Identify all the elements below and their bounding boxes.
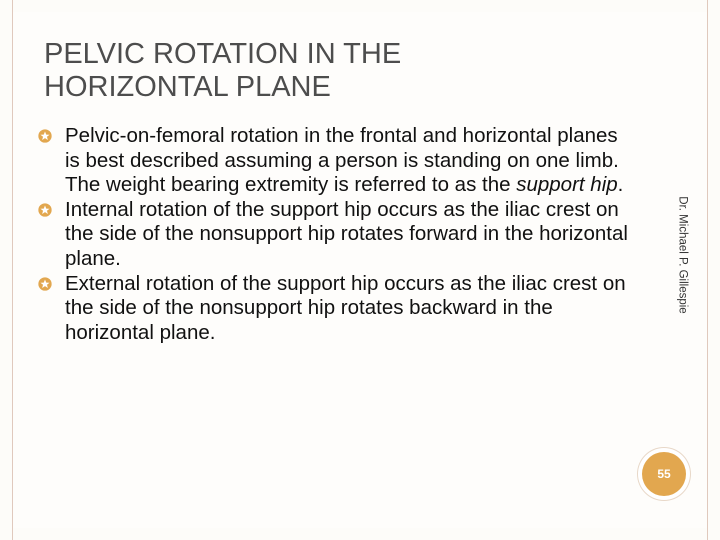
bullet-item [38,272,628,346]
star-bullet-icon [38,277,52,291]
page-number: 55 [657,467,671,481]
bullet-item [38,124,628,198]
bullet-list [38,124,628,345]
right-border-line [707,0,708,540]
author-text: Dr. Michael P. Gillespie [677,196,689,314]
bullet-text: Pelvic-on-femoral rotation in the frontal and horizontal planes is best described assuming a person is standing on one limb. The weight bearing extremity is referred to as the [65,124,619,197]
bullet-item [38,198,628,272]
bullet-text-end: . [617,173,624,197]
bullet-emphasis: support hip [516,173,618,197]
star-bullet-icon [38,129,52,143]
title-line: HORIZONTAL PLANE [44,71,331,103]
bullet-text: Internal rotation of the support hip occurs as the iliac crest on the side of the nonsupport hip rotates forward in the horizontal plane. [65,197,628,270]
author-label [676,190,690,320]
title-line: PELVIC ROTATION IN THE [44,38,402,70]
slide-title [44,38,644,104]
page-number-badge [642,452,686,496]
left-border-line [12,0,13,540]
star-bullet-icon [38,203,52,217]
bullet-text: External rotation of the support hip occurs as the iliac crest on the side of the nonsupport hip rotates backward in the horizontal plane. [65,271,626,344]
